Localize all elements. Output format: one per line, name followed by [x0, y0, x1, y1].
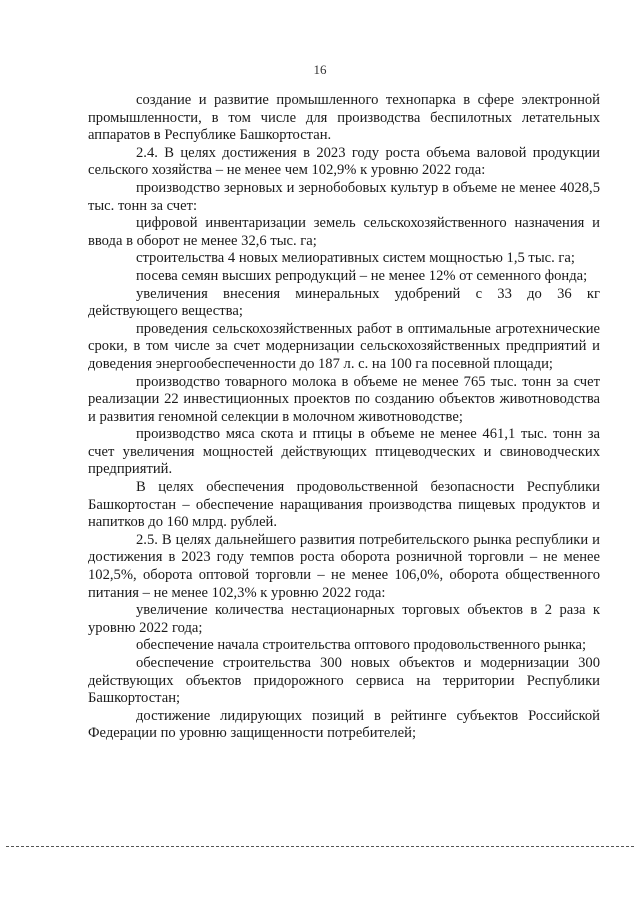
paragraph: производство товарного молока в объеме не менее 765 тыс. тонн за счет реализации 22 инвестиционных проектов по созданию объектов животноводства и развития геномной селекции в молочном животноводстве;: [88, 373, 600, 425]
paragraph: обеспечение начала строительства оптового продовольственного рынка;: [136, 637, 587, 654]
paragraph: увеличение количества нестационарных торговых объектов в 2 раза к уровню 2022 года;: [88, 602, 600, 636]
paragraph: посева семян высших репродукций – не менее 12% от семенного фонда;: [136, 267, 588, 284]
paragraph: 2.5. В целях дальнейшего развития потребительского рынка республики и достижения в 2023 году темпов роста оборота розничной торговли – не менее 102,5%, оборота оптовой торговли – не менее 106,0%, оборота общественного питания – не менее 102,3% к уровню 2022 года:: [88, 531, 600, 601]
paragraph: обеспечение строительства 300 новых объектов и модернизации 300 действующих объектов придорожного сервиса на территории Республики Башкортостан;: [88, 655, 600, 707]
paragraph: цифровой инвентаризации земель сельскохозяйственного назначения и ввода в оборот не менее 32,6 тыс. га;: [88, 215, 600, 249]
paragraph: 2.4. В целях достижения в 2023 году роста объема валовой продукции сельского хозяйства – не менее чем 102,9% к уровню 2022 года:: [88, 144, 600, 179]
paragraph: достижение лидирующих позиций в рейтинге субъектов Российской Федерации по уровню защищенности потребителей;: [88, 707, 600, 742]
paragraph: В целях обеспечения продовольственной безопасности Республики Башкортостан – обеспечение наращивания производства пищевых продуктов и напитков до 160 млрд. рублей.: [88, 479, 600, 531]
paragraph: строительства 4 новых мелиоративных систем мощностью 1,5 тыс. га;: [136, 250, 575, 267]
paragraph: проведения сельскохозяйственных работ в оптимальные агротехнические сроки, в том числе за счет модернизации сельскохозяйственных предприятий и доведения энергообеспеченности до 187 л. с. на 100 га посевной площади;: [88, 320, 600, 372]
paragraph: увеличения внесения минеральных удобрений с 33 до 36 кг действующего вещества;: [88, 285, 600, 320]
paragraph: создание и развитие промышленного технопарка в сфере электронной промышленности, в том числе для производства беспилотных летательных аппаратов в Республике Башкортостан.: [88, 92, 600, 144]
bottom-divider: [6, 846, 634, 847]
paragraph: производство мяса скота и птицы в объеме не менее 461,1 тыс. тонн за счет увеличения мощностей действующих птицеводческих и свиноводческих предприятий.: [88, 426, 600, 478]
page-number: 16: [313, 62, 327, 77]
paragraph: производство зерновых и зернобобовых культур в объеме не менее 4028,5 тыс. тонн за счет:: [88, 179, 600, 214]
document-body: [88, 92, 600, 743]
